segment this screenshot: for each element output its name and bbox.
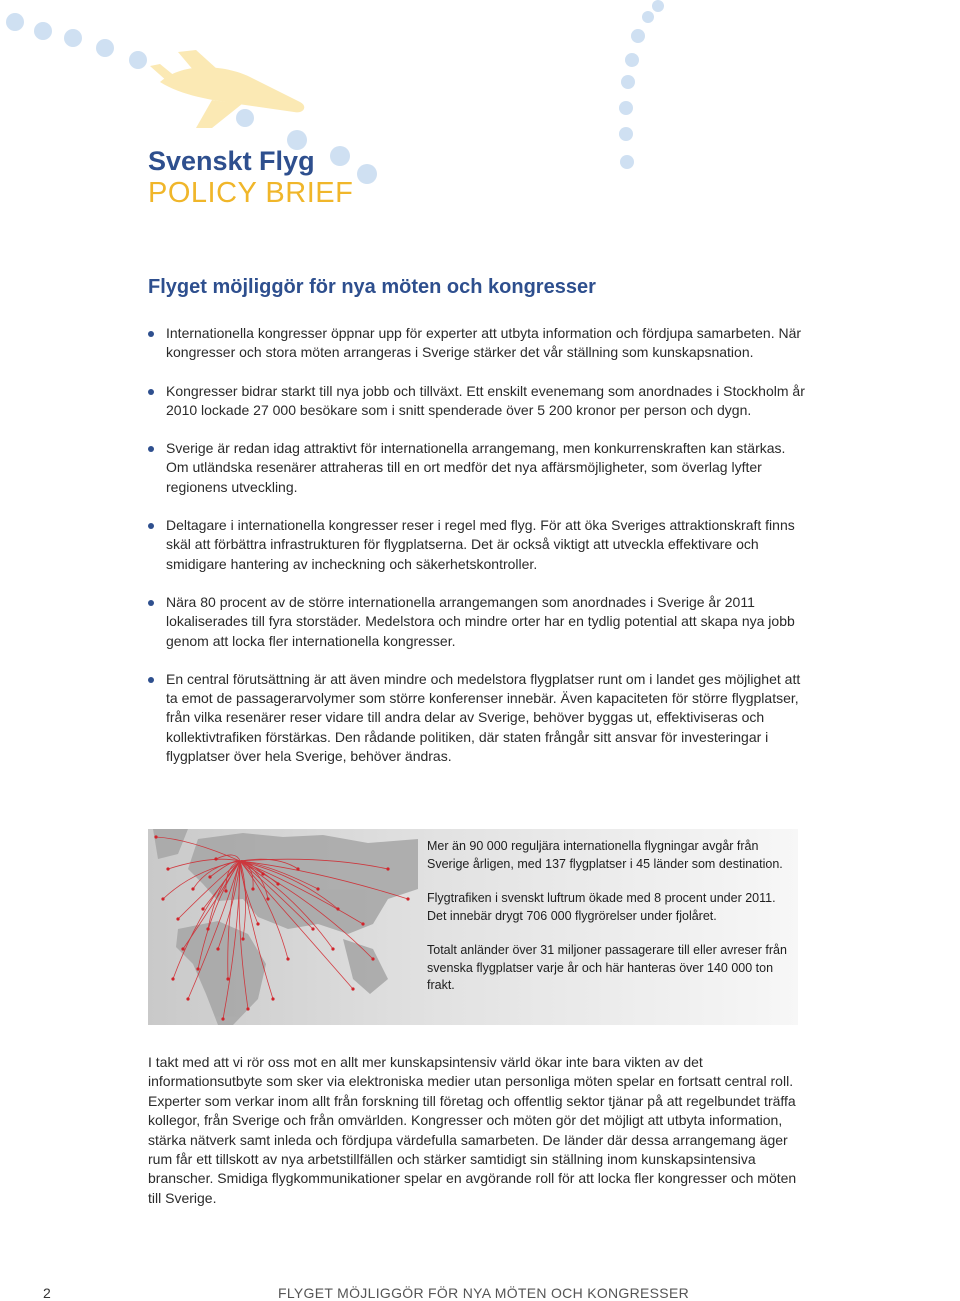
destination-marker [336,907,339,910]
bullet-item [148,382,808,421]
destination-marker [216,947,219,950]
destination-marker [361,922,364,925]
destination-marker [246,1007,249,1010]
bullet-text: Deltagare i internationella kongresser reser i regel med flyg. För att öka Sveriges attraktionskraft finns skäl att förbättra infrastrukturen för flygplatserna. Det är också viktigt att utveckla effektivare och smidigare hantering av incheckning och säkerhetskontroller. [166,517,795,572]
destination-marker [316,887,319,890]
destination-marker [208,875,211,878]
bullet-text: Sverige är redan idag attraktivt för internationella arrangemang, men konkurrenskraften kan stärkas. Om utländska resenärer attraheras till en ort medför det nya affärsmöjligheter, som överlag lyfter regionens utveckling. [166,440,786,495]
brand-subtitle: POLICY BRIEF [148,177,354,209]
bullet-list [148,324,808,785]
bullet-text: Kongresser bidrar starkt till nya jobb och tillväxt. Ett enskilt evenemang som anordnades i Stockholm år 2010 lockade 27 000 besökare som i snitt spenderade över 5 200 kronor per person och dygn. [166,382,805,418]
destination-marker [256,922,259,925]
destination-marker [206,927,209,930]
flight-facts-box [148,829,798,1025]
destination-marker [154,835,157,838]
page-number: 2 [43,1285,51,1301]
bullet-item [148,516,808,574]
destination-marker [224,889,227,892]
destination-marker [161,897,164,900]
destination-marker [351,987,354,990]
destination-marker [386,867,389,870]
destination-marker [266,897,269,900]
footer-title: FLYGET MÖJLIGGÖR FÖR NYA MÖTEN OCH KONGRESSER [278,1285,689,1301]
destination-marker [186,997,189,1000]
fact-paragraph: Totalt anländer över 31 miljoner passagerare till eller avreser från svenska flygplatser varje år och här hanteras över 140 000 ton frakt. [427,943,787,992]
bullet-icon [148,523,154,529]
bullet-icon [148,331,154,337]
destination-marker [276,882,279,885]
destination-marker [241,937,244,940]
bullet-icon [148,446,154,452]
destination-marker [286,957,289,960]
destination-marker [406,897,409,900]
page-heading: Flyget möjliggör för nya möten och kongresser [148,276,596,298]
destination-marker [296,867,299,870]
brand-block [148,146,353,210]
brand-title: Svenskt Flyg [148,146,315,176]
destination-marker [226,977,229,980]
bullet-icon [148,389,154,395]
body-paragraph: I takt med att vi rör oss mot en allt mer kunskapsintensiv värld ökar inte bara vikten av det informationsutbyte som sker via elektroniska medier utan personliga möten spelar en fortsatt central roll. Experter som verkar inom allt från forskning till företag och offentlig sektor tjänar på att regelbundet träffa kollegor, från Sverige och från omvärlden. Kongresser och möten gör det möjligt att utbyta information, stärka nätverk samt inleda och fördjupa värdefulla samarbeten. De länder där dessa arrangemang äger rum får ett tillskott av nya arbetstillfällen och stärker samtidigt sin ställning inom kunskapsintensiva branscher. Smidiga flygkommunikationer spelar en avgörande roll för att locka fler kongresser och möten till Sverige. [148,1054,797,1206]
destination-marker [176,917,179,920]
bullet-text: En central förutsättning är att även mindre och medelstora flygplatser runt om i landet ges möjlighet att ta emot de passagerarvolymer som större konferenser innebär. Även kapaciteten för större flygplatser, från vilka resenärer reser vidare till andra delar av Sverige, behöver byggas ut, effektiviseras och kollektivtrafiken förstärkas. Den rådande politiken, där staten frångår sitt ansvar för investeringar i flygplatser över hela Sverige, behöver ändras. [166,670,801,765]
destination-marker [251,887,254,890]
header-decoration [0,0,960,240]
bullet-text: Internationella kongresser öppnar upp för experter att utbyta information och fördjupa samarbeten. När kongresser och stora möten arrangeras i Sverige stärker det vår ställning som kunskapsnation. [166,325,802,361]
airplane-icon [150,50,304,128]
fact-paragraph: Flygtrafiken i svenskt luftrum ökade med 8 procent under 2011. Det innebär drygt 706 000 flygrörelser under fjolåret. [427,891,776,923]
facts-text [427,838,789,1012]
destination-marker [261,872,264,875]
destination-marker [191,887,194,890]
bullet-text: Nära 80 procent av de större internationella arrangemangen som anordnades i Sverige år 2011 lokaliserades till fyra storstäder. Medelstora och mindre orter har en tydlig potential att skapa nya jobb genom att locka fler internationella kongresser. [166,593,795,649]
destination-marker [166,867,169,870]
destination-marker [271,997,274,1000]
destination-marker [214,857,217,860]
destination-marker [201,907,204,910]
destination-marker [311,927,314,930]
bullet-item [148,670,808,766]
destination-marker [331,947,334,950]
bullet-icon [148,677,154,683]
destination-marker [181,947,184,950]
bullet-item [148,439,808,497]
destination-marker [171,977,174,980]
destination-marker [371,957,374,960]
bullet-icon [148,600,154,606]
bullet-item [148,593,808,651]
destination-marker [221,1017,224,1020]
destination-marker [196,967,199,970]
bullet-item [148,324,808,363]
fact-paragraph: Mer än 90 000 reguljära internationella flygningar avgår från Sverige årligen, med 137 flygplatser i 45 länder som destination. [427,839,783,871]
